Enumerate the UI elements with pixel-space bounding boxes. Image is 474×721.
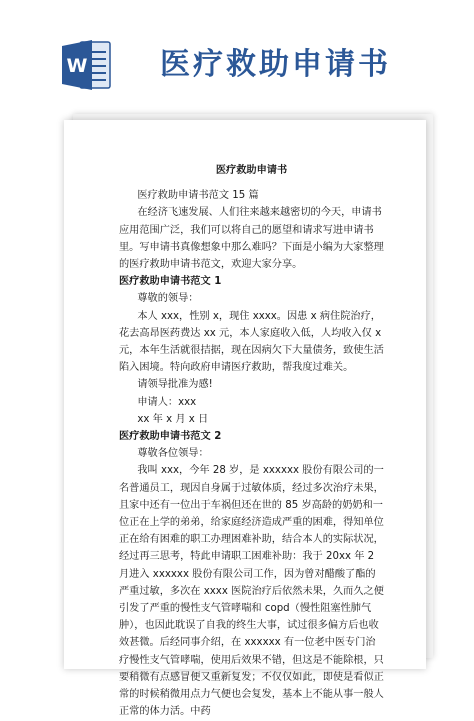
header-banner (0, 0, 474, 110)
document-title: 医疗救助申请书 (215, 165, 288, 176)
sample2-body: 我叫 xxx，今年 28 岁，是 xxxxxx 股份有限公司的一名普通员工，现因自身属于过敏体质，经过多次治疗未果，且家中还有一位出于车祸但还在世的 85 岁高龄的奶奶和一位正在上学的弟弟，给家庭经济造成严重的困难，得知单位正在给有困难的职工办理困难补助，结合本人的实际状况，经过再三思考，特此申请职工困难补助：我于 20xx 年 2 月进入 xxxxxx 股份有限公司工作，因为曾对醋酸了酯的严重过敏，多次在 xxxx 医院治疗后依然未果，久而久之便引发了严重的慢性支气管哮喘和 copd（慢性阻塞性肺气肿），也因此耽误了自我的终生大事，试过很多偏方后也收效甚微。后经同事介绍，在 xxxxxx 有一位老中医专门治疗慢性支气管哮喘，使用后效果不错，但这是不能除根，只要稍微有点感冒便又重新复发；不仅仅如此，即使是看似正常的时候稍微用点力气便也会复发，基本上不能从事一般人正常的体力活。中药 (119, 465, 384, 718)
sample1-applicant: 申请人：xxx (137, 396, 197, 408)
sample1-greeting: 尊敬的领导： (137, 293, 199, 305)
sample1-body: 本人 xxx，性别 x，现住 xxxx。因患 x 病住院治疗，花去高昂医药费达 xx 元，本人家庭收入低，人均收入仅 x 元，本年生活就很拮据，现在因病欠下大量债务，致使生活陷入困境。特向政府申请医疗救助，帮我度过难关。 (119, 310, 384, 374)
document-subtitle: 医疗救助申请书范文 15 篇 (137, 190, 259, 202)
intro-paragraph: 在经济飞速发展、人们往来越来越密切的今天，申请书应用范围广泛，我们可以将自己的愿望和请求写进申请书里。写申请书真像想象中那么难吗？下面是小编为大家整理的医疗救助申请书范文，欢迎大家分享。 (119, 207, 384, 271)
sample2-heading: 医疗救助申请书范文 2 (119, 431, 222, 443)
document-page (64, 120, 426, 718)
document-content (119, 162, 384, 721)
sample2-greeting: 尊敬各位领导： (137, 448, 209, 460)
sample1-heading: 医疗救助申请书范文 1 (119, 276, 222, 288)
sample1-closing: 请领导批准为感! (137, 379, 213, 391)
banner-title: 医疗救助申请书 (160, 47, 391, 82)
word-document-icon (62, 38, 112, 92)
word-icon-letter: W (66, 55, 88, 77)
sample1-date: xx 年 x 月 x 日 (137, 413, 209, 425)
